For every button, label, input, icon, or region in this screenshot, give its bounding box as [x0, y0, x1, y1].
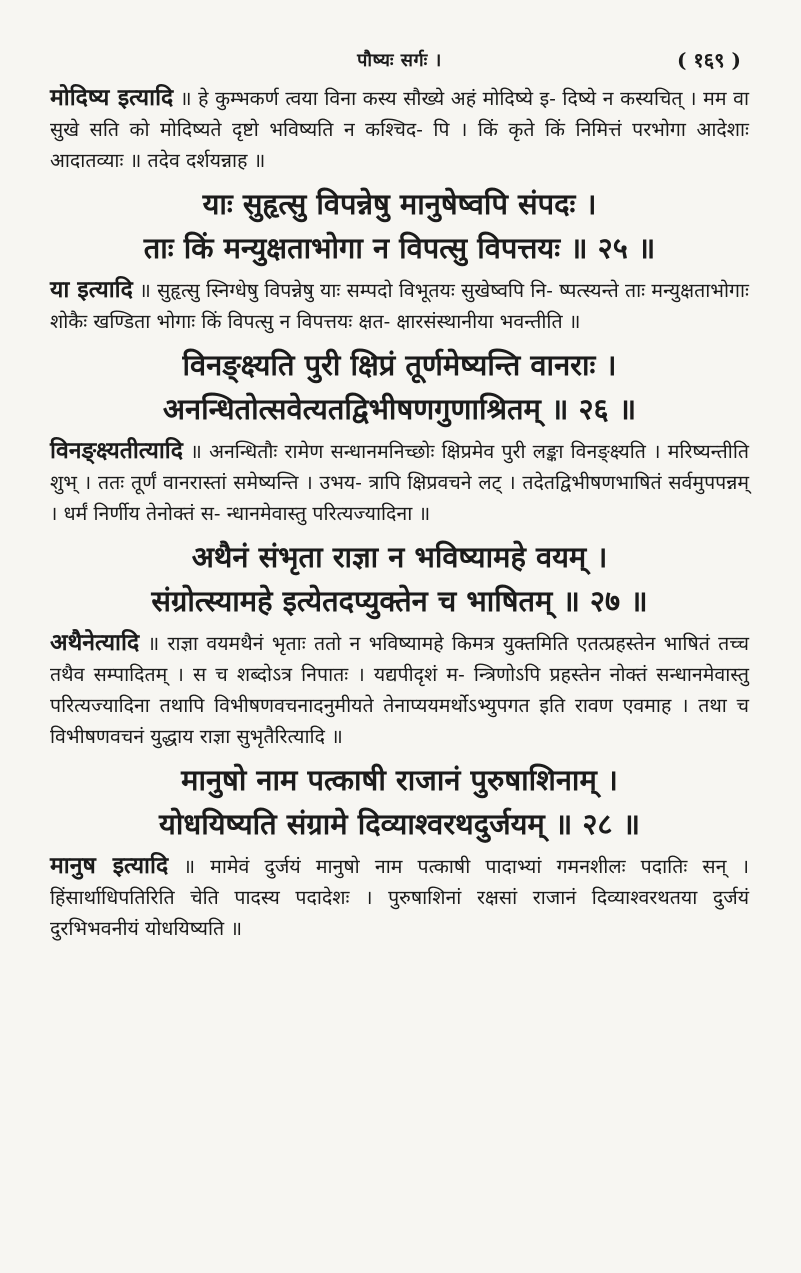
commentary-paragraph [50, 850, 749, 944]
running-title: पौष्यः सर्गः । [357, 50, 442, 71]
commentary-lead: मानुष इत्यादि [50, 852, 169, 879]
commentary-text: ॥ हे कुम्भकर्ण त्वया विना कस्य सौख्ये अहं मोदिष्ये इ- दिष्ये न कस्यचित् । मम वा सुखे सति को मोदिष्यते दृष्टो भविष्यति न कश्चिद- पि । किं कृते किं निमित्तं परभोगा आदेशाः आदातव्याः ॥ तदेव दर्शयन्नाह ॥ [50, 87, 749, 172]
commentary-paragraph [50, 627, 749, 752]
commentary-block [50, 274, 749, 337]
commentary-text: ॥ सुहृत्सु स्निग्धेषु विपन्नेषु याः सम्पदो विभूतयः सुखेष्वपि नि- ष्पत्स्यन्ते ताः मन्युक्षताभोगाः शोकैः खण्डिता भोगाः किं विपत्सु न विपत्तयः क्षत- क्षारसंस्थानीया भवन्तीति ॥ [50, 279, 749, 333]
commentary-text: ॥ मामेवं दुर्जयं मानुषो नाम पत्काषी पादाभ्यां गमनशीलः पदातिः सन् । हिंसार्थाधिपतिरिति चेति पादस्य पदादेशः । पुरुषाशिनां रक्षसां राजानं दिव्याश्वरथतया दुर्जयं दुरभिभवनीयं योधयिष्यति ॥ [50, 855, 749, 940]
verse-line: अथैनं संभृता राज्ञा न भविष्यामहे वयम् । [191, 540, 608, 574]
commentary-block [50, 82, 749, 176]
verse-line: संग्रोत्स्यामहे इत्येतदप्युक्तेन च भाषितम् ॥ २७ ॥ [151, 584, 648, 618]
commentary-text: ॥ अनन्धितौः रामेण सन्धानमनिच्छोः क्षिप्रमेव पुरी लङ्का विनङ्क्ष्यति । मरिष्यन्तीति शुभ् । ततः तूर्णं वानरास्तां समेष्यन्ति । उभय- त्रापि क्षिप्रवचने लट् । तदेतद्विभीषणभाषितं सर्वमुपपन्नम् । धर्मं निर्णीय तेनोक्तं स- न्धानमेवास्तु परित्यज्यादिना ॥ [50, 440, 749, 525]
verse-line: अनन्धितोत्सवेत्यतद्विभीषणगुणाश्रितम् ॥ २६ ॥ [162, 392, 637, 426]
verse-27 [50, 535, 749, 623]
commentary-lead: या इत्यादि [50, 276, 133, 303]
verse-26 [50, 343, 749, 431]
verse-line: योधयिष्यति संग्रामे दिव्याश्वरथदुर्जयम् ॥ २८ ॥ [159, 807, 640, 841]
page-number: ( १६९ ) [676, 48, 741, 72]
commentary-block [50, 850, 749, 944]
verse-28 [50, 758, 749, 846]
verse-line: मानुषो नाम पत्काषी राजानं पुरुषाशिनाम् । [181, 763, 618, 797]
commentary-paragraph [50, 82, 749, 176]
page-header [50, 44, 749, 78]
verse-line: विनङ्क्ष्यति पुरी क्षिप्रं तूर्णमेष्यन्ति वानराः । [182, 348, 617, 382]
commentary-lead: अथैनेत्यादि [50, 629, 140, 656]
commentary-paragraph [50, 435, 749, 529]
commentary-block [50, 627, 749, 752]
commentary-lead: विनङ्क्ष्यतीत्यादि [50, 437, 183, 464]
verse-line: ताः किं मन्युक्षताभोगा न विपत्सु विपत्तयः ॥ २५ ॥ [143, 231, 656, 265]
commentary-block [50, 435, 749, 529]
verse-line: याः सुहृत्सु विपन्नेषु मानुषेष्वपि संपदः । [202, 187, 597, 221]
commentary-text: ॥ राज्ञा वयमथैनं भृताः ततो न भविष्यामहे किमत्र युक्तमिति एतत्प्रहस्तेन भाषितं तच्च तथैव सम्पादितम् । स च शब्दोऽत्र निपातः । यद्यपीदृशं म- न्त्रिणोऽपि प्रहस्तेन नोक्तं सन्धानमेवास्तु परित्यज्यादिना तथापि विभीषणवचनादनुमीयते तेनाप्ययमर्थोऽभ्युपगत इति रावण एवमाह । तथा च विभीषणवचनं युद्धाय राज्ञा सुभृतैरित्यादि ॥ [50, 632, 749, 748]
commentary-lead: मोदिष्य इत्यादि [50, 84, 174, 111]
verse-25 [50, 182, 749, 270]
commentary-paragraph [50, 274, 749, 337]
